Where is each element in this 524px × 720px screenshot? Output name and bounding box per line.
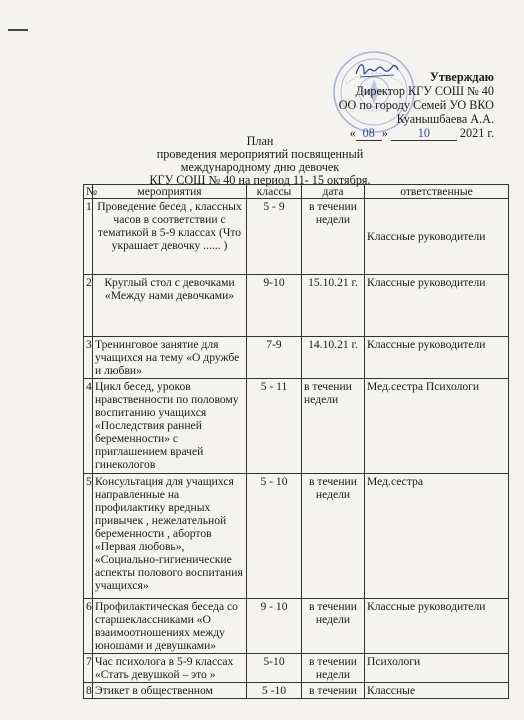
row-num: 3 xyxy=(84,337,93,379)
row-num: 7 xyxy=(84,654,93,683)
title-line1: План xyxy=(246,134,274,148)
header-date: дата xyxy=(302,185,365,199)
approval-position-line2: ОО по городу Семей УО ВКО xyxy=(338,98,494,112)
table-row xyxy=(84,379,509,474)
approval-position-line1: Директор КГУ СОШ № 40 xyxy=(355,84,494,98)
approval-title: Утверждаю xyxy=(429,70,494,84)
header-classes: классы xyxy=(247,185,302,199)
table-row xyxy=(84,337,509,379)
row-classes: 9 - 10 xyxy=(247,599,302,654)
row-event: Круглый стол с девочками «Между нами девочками» xyxy=(93,275,247,337)
title-line4: КГУ СОШ № 40 на период 11- 15 октября. xyxy=(149,173,371,187)
table-row xyxy=(84,275,509,337)
date-year: 2021 г. xyxy=(459,126,494,140)
row-classes: 5 -10 xyxy=(247,683,302,699)
events-table xyxy=(83,184,509,699)
row-classes: 9-10 xyxy=(247,275,302,337)
page-top-mark xyxy=(8,29,28,31)
table-row xyxy=(84,199,509,275)
row-responsible: Мед.сестра Психологи xyxy=(365,379,509,474)
row-responsible: Классные xyxy=(365,683,509,699)
row-num: 2 xyxy=(84,275,93,337)
document-title xyxy=(140,135,380,187)
row-responsible: Классные руководители xyxy=(365,275,509,337)
row-num: 5 xyxy=(84,474,93,599)
date-day: 08 xyxy=(356,126,382,141)
row-event: Консультация для учащихся направленные на профилактику вредных привычек , нежелательной беременности , абортов «Первая любовь», «Социально-гигиенические аспекты полового воспитания учащихся» xyxy=(93,474,247,599)
table-row xyxy=(84,654,509,683)
row-date: в течении недели xyxy=(302,599,365,654)
row-responsible: Мед.сестра xyxy=(365,474,509,599)
title-line2: проведения мероприятий посвященный xyxy=(156,147,364,161)
row-event: Час психолога в 5-9 классах «Стать девушкой – это » xyxy=(93,654,247,683)
table-header-row xyxy=(84,185,509,199)
row-num: 1 xyxy=(84,199,93,275)
row-responsible: Классные руководители xyxy=(365,199,509,275)
row-classes: 5 - 10 xyxy=(247,474,302,599)
row-classes: 5-10 xyxy=(247,654,302,683)
row-event: Профилактическая беседа со старшеклассниками «О взаимоотношениях между юношами и девушками» xyxy=(93,599,247,654)
row-date: в течении xyxy=(302,683,365,699)
row-num: 8 xyxy=(84,683,93,699)
row-date: в течении недели xyxy=(302,654,365,683)
date-open-quote: « xyxy=(349,126,356,140)
header-event: мероприятия xyxy=(93,185,247,199)
row-responsible: Психологи xyxy=(365,654,509,683)
table-row xyxy=(84,599,509,654)
row-num: 6 xyxy=(84,599,93,654)
row-date: 14.10.21 г. xyxy=(302,337,365,379)
table-row xyxy=(84,474,509,599)
header-num: № xyxy=(84,185,93,199)
row-classes: 5 - 11 xyxy=(247,379,302,474)
date-month: 10 xyxy=(391,126,457,141)
row-event: Цикл бесед, уроков нравственности по половому воспитанию учащихся «Последствия ранней беременности» с приглашением врачей гинекологов xyxy=(93,379,247,474)
date-close-quote: » xyxy=(381,126,388,140)
header-responsible: ответственные xyxy=(365,185,509,199)
table-row xyxy=(84,683,509,699)
row-classes: 7-9 xyxy=(247,337,302,379)
title-line3: международному дню девочек xyxy=(180,160,340,174)
approval-name: Куанышбаева А.А. xyxy=(396,112,494,126)
row-responsible: Классные руководители xyxy=(365,599,509,654)
row-date: в течении недели xyxy=(302,379,365,474)
row-date: в течении недели xyxy=(302,474,365,599)
row-date: в течении недели xyxy=(302,199,365,275)
row-num: 4 xyxy=(84,379,93,474)
row-event: Проведение бесед , классных часов в соответствии с тематикой в 5-9 классах (Что украшает девочку ...... ) xyxy=(93,199,247,275)
row-event: Этикет в общественном xyxy=(93,683,247,699)
row-date: 15.10.21 г. xyxy=(302,275,365,337)
row-responsible: Классные руководители xyxy=(365,337,509,379)
approval-block xyxy=(274,70,494,141)
row-classes: 5 - 9 xyxy=(247,199,302,275)
row-event: Тренинговое занятие для учащихся на тему «О дружбе и любви» xyxy=(93,337,247,379)
